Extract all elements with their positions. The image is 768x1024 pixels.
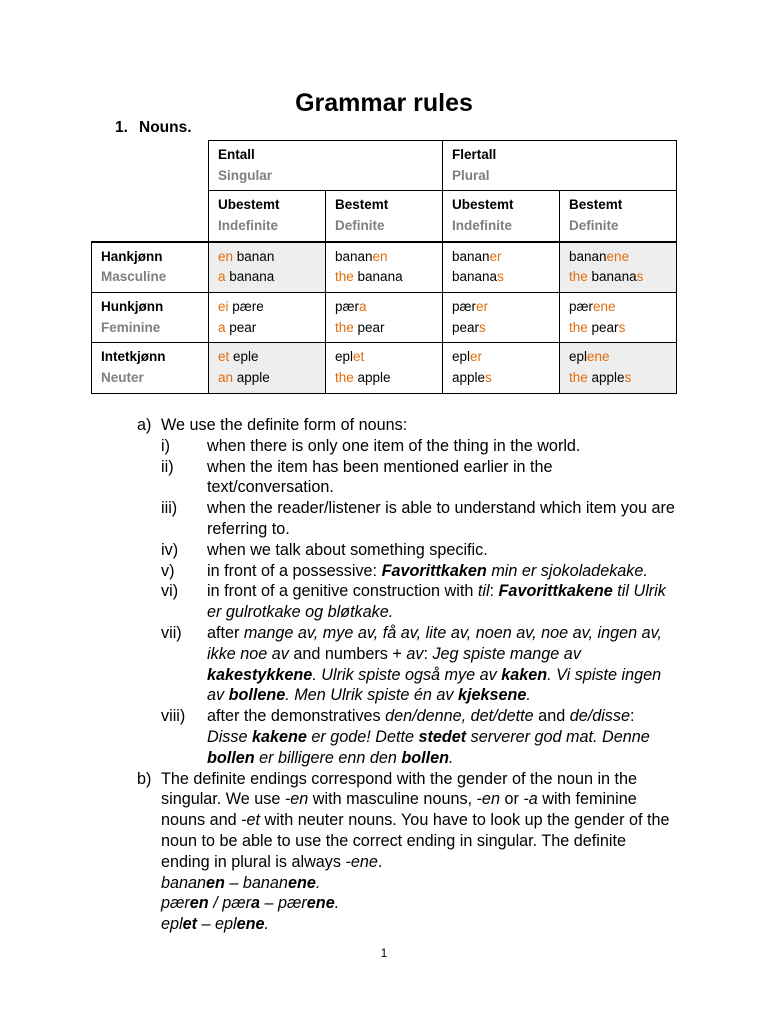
- header-ubestemt-entall: Ubestemt Indefinite: [209, 191, 326, 242]
- header-bestemt-flertall: Bestemt Definite: [560, 191, 677, 242]
- table-cell: bananen the banana: [326, 242, 443, 293]
- rule-a-viii: viii) after the demonstratives den/denne, det/dette and de/disse: Disse kakene er gode! Dette stedet serverer god mat. Denne bollen er billigere enn den bollen.: [161, 707, 650, 767]
- header-flertall: Flertall Plural: [443, 141, 677, 191]
- page-number: 1: [380, 946, 388, 960]
- table-cell: pæra the pear: [326, 293, 443, 343]
- gender-cell: Hankjønn Masculine: [92, 242, 209, 293]
- rule-a-iv: iv) when we talk about something specific.: [161, 540, 488, 559]
- table-cell: eplene the apples: [560, 343, 677, 394]
- header-bestemt-entall: Bestemt Definite: [326, 191, 443, 242]
- gender-cell: Intetkjønn Neuter: [92, 343, 209, 394]
- rule-a-ii: ii) when the item has been mentioned earlier in the text/conversation.: [161, 457, 553, 497]
- table-cell: eplet the apple: [326, 343, 443, 394]
- example-banan: bananen – bananene.: [161, 873, 321, 892]
- section-number: 1.: [115, 119, 128, 136]
- section-heading: [115, 119, 192, 137]
- noun-table: [91, 140, 677, 394]
- rule-a: a) We use the definite form of nouns:: [137, 416, 408, 434]
- page-title: Grammar rules: [295, 89, 473, 117]
- table-row: [92, 242, 677, 293]
- rule-a-i: i) when there is only one item of the thing in the world.: [161, 436, 581, 455]
- section-label: Nouns.: [139, 119, 192, 136]
- table-cell: pærene the pears: [560, 293, 677, 343]
- rule-a-iii: iii) when the reader/listener is able to understand which item you are referring to.: [161, 499, 675, 538]
- rule-a-vi: vi) in front of a genitive construction with til: Favorittkakene til Ulrik er gulrotkake og bløtkake.: [161, 582, 666, 622]
- example-paere: pæren / pæra – pærene.: [161, 894, 340, 913]
- table-corner: [92, 141, 209, 242]
- example-eple: eplet – eplene.: [161, 915, 270, 934]
- rule-b: b) The definite endings correspond with the gender of the noun in the singular. We use -en with masculine nouns, -en or -a with feminine nouns and -et with neuter nouns. You have to look up the gender of the noun to be able to use the correct ending in singular. The definite ending in plural is always -ene. bananen – bananene. pæren / pæra – pærene. eplet – eplene.: [137, 769, 677, 935]
- rule-a-v: v) in front of a possessive: Favorittkaken min er sjokoladekake.: [161, 561, 648, 580]
- table-cell: bananene the bananas: [560, 242, 677, 293]
- rule-a-vii: vii) after mange av, mye av, få av, lite av, noen av, noe av, ingen av, ikke noe av and numbers + av: Jeg spiste mange av kakestykkene. Ulrik spiste også mye av kaken. Vi spiste ingen av bollene. Men Ulrik spiste én av kjeksene.: [161, 623, 662, 705]
- gender-cell: Hunkjønn Feminine: [92, 293, 209, 343]
- table-row: [92, 343, 677, 394]
- header-entall: Entall Singular: [209, 141, 443, 191]
- table-cell: ei pære a pear: [209, 293, 326, 343]
- rules-list: [137, 415, 677, 935]
- table-cell: pærer pears: [443, 293, 560, 343]
- table-cell: et eple an apple: [209, 343, 326, 394]
- table-cell: bananer bananas: [443, 242, 560, 293]
- header-ubestemt-flertall: Ubestemt Indefinite: [443, 191, 560, 242]
- table-row: [92, 293, 677, 343]
- table-cell: en banan a banana: [209, 242, 326, 293]
- table-cell: epler apples: [443, 343, 560, 394]
